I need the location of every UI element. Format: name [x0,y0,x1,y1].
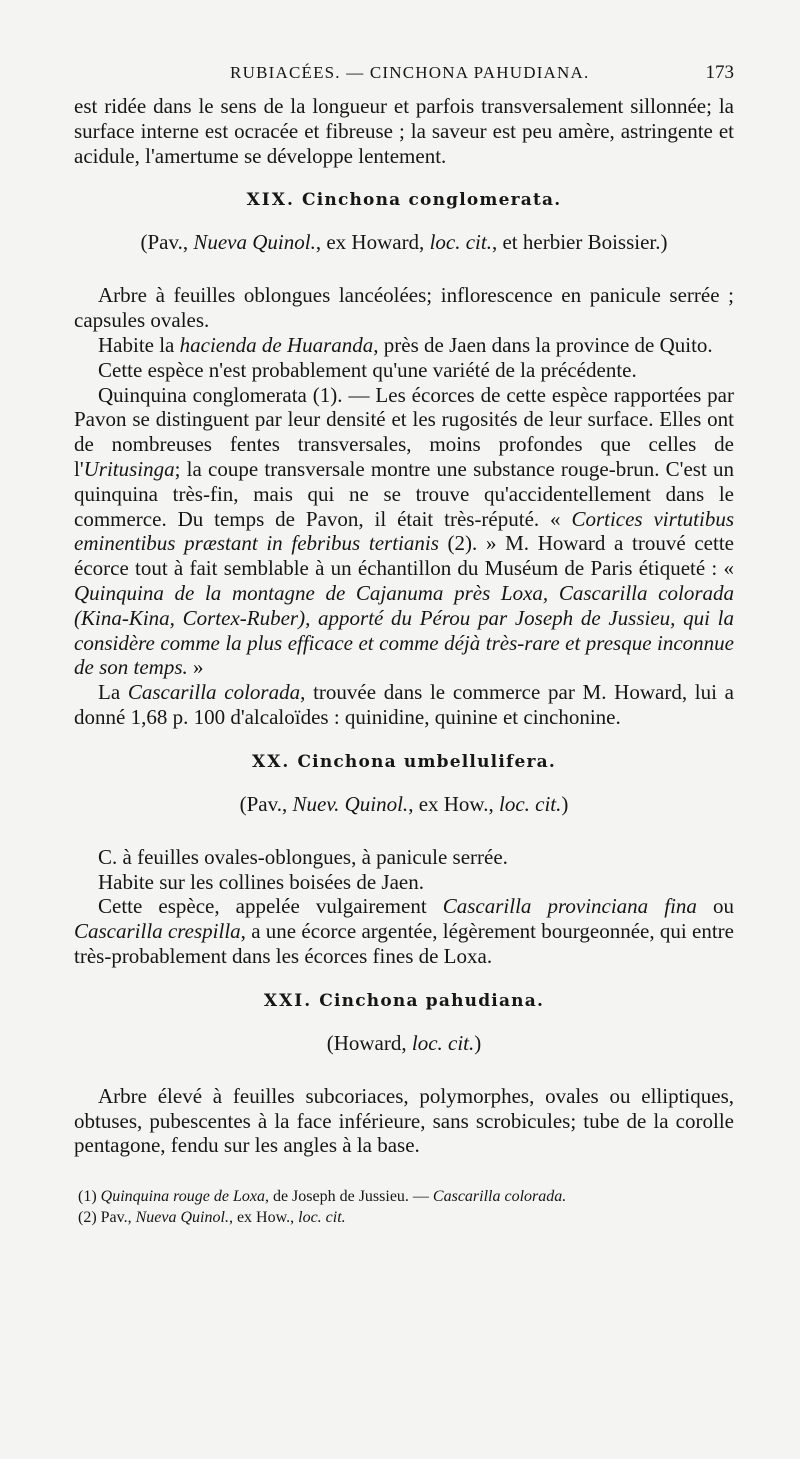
section-title: Cinchona pahudiana. [319,990,545,1011]
bark-paragraph [74,383,734,681]
note-paragraph: Cette espèce n'est probablement qu'une variété de la précédente. [98,357,637,382]
authority-text: ) [474,1030,482,1055]
text-run: , de Joseph de Jussieu. — [264,1188,433,1206]
text-run: (2). » M. Howard a trouvé cette écorce tout à fait semblable à un échantillon du Muséum de Paris étiqueté : « [74,531,734,581]
authority-ref: loc. cit. [498,791,562,816]
habitat-paragraph: Habite sur les collines boisées de Jaen. [98,869,424,894]
authority-text: , ex How., [408,791,499,816]
text-run: ; la coupe transversale montre une substance rouge-brun. C'est un quinquina très-fin, mais qui ne se trouve qu'accidentellement dans le commerce. Du temps de Pavon, il était très-réputé. « [74,456,734,531]
italic-run: hacienda de Huaranda [179,332,374,357]
bark-paragraph [74,894,734,968]
text-run: , a une écorce argentée, légèrement bourgeonnée, qui entre très-probablement dans les écorces fines de Loxa. [74,919,734,968]
running-head [74,62,734,84]
italic-run: Uritusinga [83,456,175,481]
text-run: » [187,655,204,680]
authority-ref: loc. cit. [411,1030,475,1055]
alkaloid-paragraph [74,680,734,730]
label-quote: Quinquina de la montagne de Cajanuma près Loxa, Cascarilla colorada (Kina-Kina, Cortex-Ruber), apporté du Pérou par Joseph de Jussieu, qui la considère comme la plus efficace et comme déjà très-rare et presque inconnue de son temps. [74,580,734,680]
habitat-paragraph [74,333,734,358]
authority-text: (Pav., [140,230,194,255]
text-run: (1) [78,1188,101,1206]
footnote-1 [74,1186,734,1207]
description-paragraph: Arbre élevé à feuilles subcoriaces, polymorphes, ovales ou elliptiques, obtuses, pubescentes à la face inférieure, sans scrobicules; tube de la corolle pentagone, fendu sur les angles à la base. [74,1083,734,1158]
authority-ref: loc. cit. [429,230,492,255]
italic-run: Cascarilla colorada. [432,1188,567,1206]
italic-run: Cascarilla colorada [127,680,301,705]
section-heading-xxi [74,991,734,1011]
authority-line [74,792,734,817]
text-run: , près de Jaen dans la province de Quito. [373,332,713,357]
italic-run: loc. cit. [298,1209,346,1227]
section-heading-xx [74,752,734,772]
italic-run: Cascarilla provinciana fina [442,894,697,919]
description-paragraph: C. à feuilles ovales-oblongues, à panicule serrée. [98,844,508,869]
footnotes [74,1186,734,1228]
section-number: XX. [252,751,291,772]
authority-text: (Howard, [326,1030,412,1055]
authority-line [74,230,734,255]
text-run: La [98,680,128,705]
section-title: Cinchona umbellulifera. [297,751,556,772]
italic-run: Cascarilla crespilla [74,919,241,944]
authority-line [74,1031,734,1056]
running-title: RUBIACÉES. — CINCHONA PAHUDIANA. [230,63,590,82]
page-number: 173 [705,62,734,83]
authority-text: (Pav., [239,791,293,816]
authority-work: Nuev. Quinol. [292,791,409,816]
section-title: Cinchona conglomerata. [302,190,562,211]
authority-text: , ex Howard, [315,230,430,255]
latin-quote: Cortices virtutibus eminentibus præstant in febribus tertianis [74,506,734,556]
footnote-2 [74,1207,734,1228]
authority-text: ) [561,791,569,816]
text-run: , ex How., [228,1209,299,1227]
section-heading-xix [74,190,734,210]
authority-text: , et herbier Boissier.) [491,230,668,255]
authority-work: Nueva Quinol. [193,230,316,255]
text-run: Cette espèce, appelée vulgairement [98,894,443,919]
text-run: ou [696,894,735,919]
text-run: Quinquina conglomerata (1). — Les écorces de cette espèce rapportées par Pavon se distinguent par leur densité et les rugosités de leur surface. Elles ont de nombreuses fentes transversales, moins profondes que celles de l' [74,382,734,481]
section-number: XIX. [246,190,295,211]
text-run: , trouvée dans le commerce par M. Howard, lui a donné 1,68 p. 100 d'alcaloïdes : quinidine, quinine et cinchonine. [74,680,734,729]
italic-run: Quinquina rouge de Loxa [100,1188,265,1206]
text-run: (2) Pav., [78,1209,136,1227]
italic-run: Nueva Quinol. [135,1209,229,1227]
section-number: XXI. [263,990,313,1011]
intro-paragraph: est ridée dans le sens de la longueur et parfois transversalement sillonnée; la surface interne est ocracée et fibreuse ; la saveur est peu amère, astringente et acidule, l'amertume se développe lentement. [74,94,734,168]
text-run: Habite la [98,332,180,357]
description-paragraph: Arbre à feuilles oblongues lancéolées; inflorescence en panicule serrée ; capsules ovales. [74,283,734,333]
